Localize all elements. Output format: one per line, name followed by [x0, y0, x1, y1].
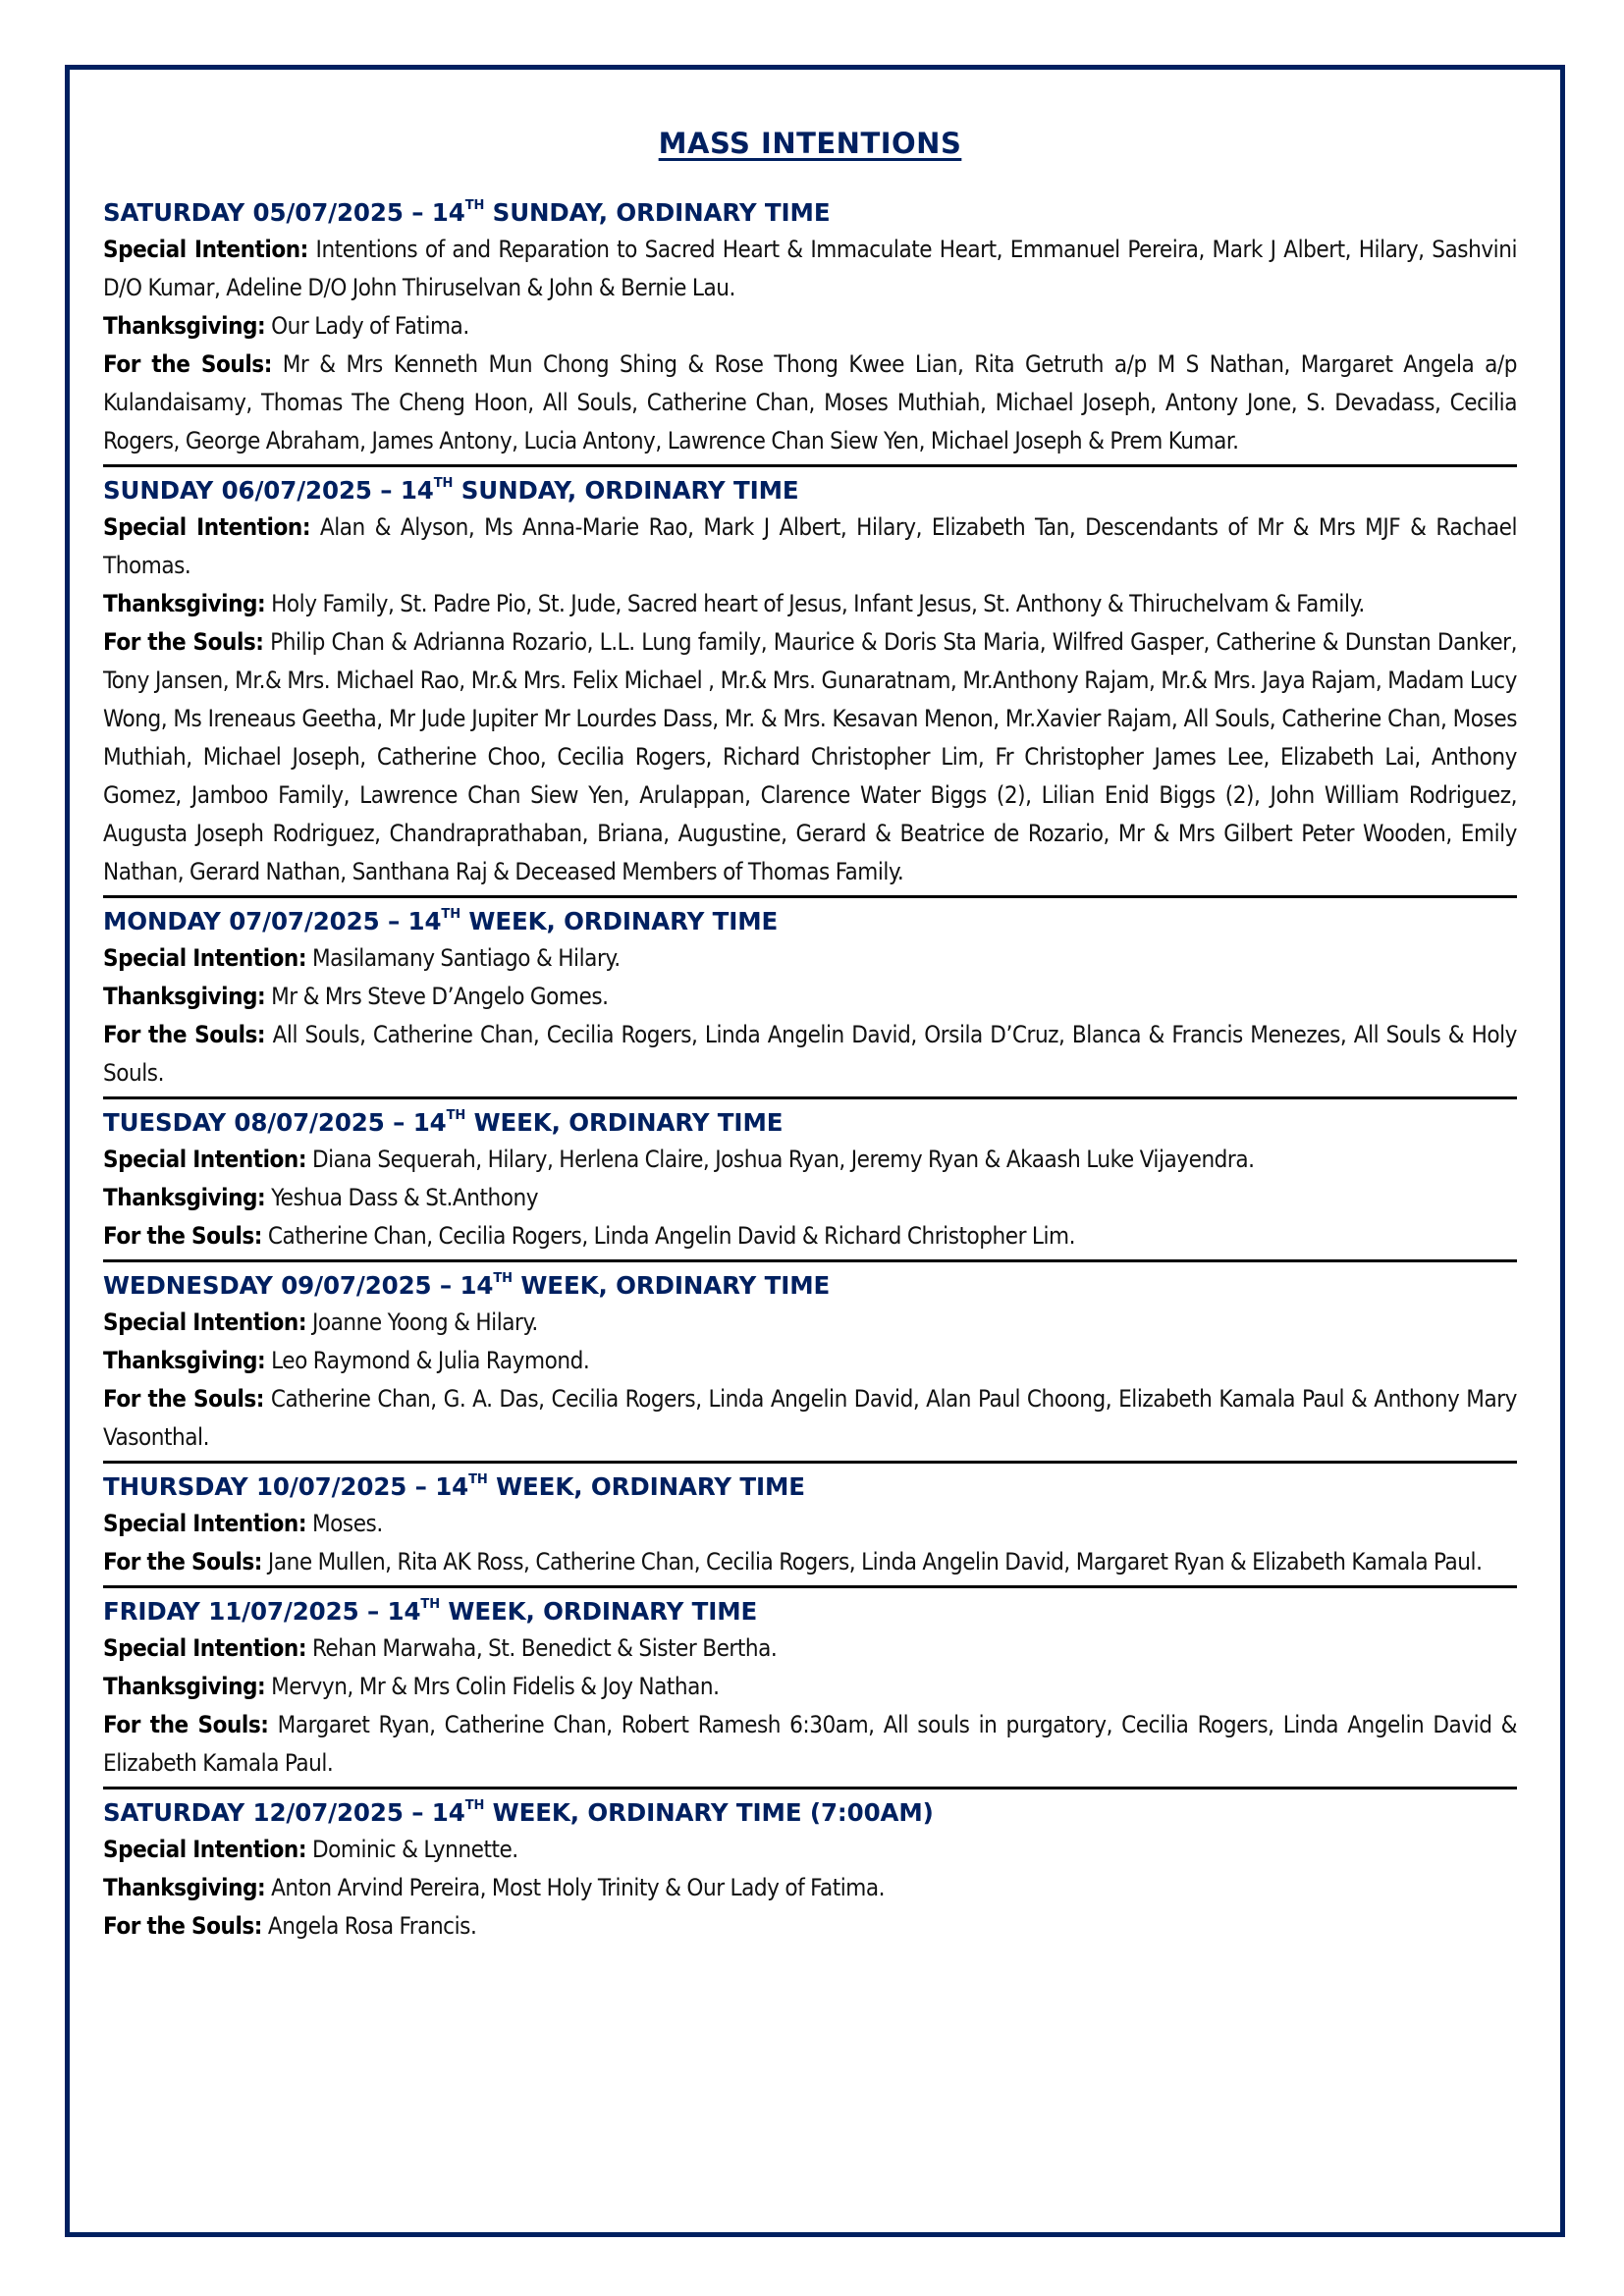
for-the-souls-text: Angela Rosa Francis.	[267, 1912, 477, 1940]
special-intention-label: Special Intention:	[103, 1634, 307, 1662]
for-the-souls-text: Jane Mullen, Rita AK Ross, Catherine Chan, Cecilia Rogers, Linda Angelin David, Margaret Ryan & Elizabeth Kamala Paul.	[267, 1548, 1483, 1575]
for-the-souls-label: For the Souls:	[103, 628, 264, 656]
special-intention-text: Moses.	[311, 1510, 383, 1537]
for-the-souls-label: For the Souls:	[103, 1222, 262, 1250]
for-the-souls-text: Catherine Chan, Cecilia Rogers, Linda Angelin David & Richard Christopher Lim.	[267, 1222, 1076, 1250]
special-intention	[103, 231, 1517, 307]
thanksgiving	[103, 1869, 1517, 1907]
for-the-souls-text: Catherine Chan, G. A. Das, Cecilia Rogers, Linda Angelin David, Alan Paul Choong, Elizabeth Kamala Paul & Anthony Mary Vasonthal.	[103, 1385, 1517, 1451]
heading-date: MONDAY 07/07/2025 – 14	[103, 907, 442, 935]
heading-season: WEEK, ORDINARY TIME	[460, 907, 779, 935]
for-the-souls	[103, 1543, 1517, 1581]
day-section-monday-07	[103, 900, 1517, 1093]
day-heading	[103, 1105, 1517, 1141]
special-intention-text: Joanne Yoong & Hilary.	[311, 1308, 538, 1336]
thanksgiving	[103, 978, 1517, 1016]
special-intention-text: Masilamany Santiago & Hilary.	[311, 944, 621, 972]
for-the-souls-label: For the Souls:	[103, 1385, 264, 1413]
special-intention-label: Special Intention:	[103, 944, 307, 972]
thanksgiving-label: Thanksgiving:	[103, 983, 266, 1010]
thanksgiving-label: Thanksgiving:	[103, 312, 266, 340]
heading-ordinal: TH	[493, 1271, 513, 1286]
heading-season: SUNDAY, ORDINARY TIME	[484, 198, 831, 227]
thanksgiving	[103, 1668, 1517, 1706]
thanksgiving-label: Thanksgiving:	[103, 1874, 266, 1901]
special-intention-text: Alan & Alyson, Ms Anna-Marie Rao, Mark J Albert, Hilary, Elizabeth Tan, Descendants of Mr & Mrs MJF & Rachael Thomas.	[103, 513, 1517, 579]
for-the-souls-text: Mr & Mrs Kenneth Mun Chong Shing & Rose Thong Kwee Lian, Rita Getruth a/p M S Nathan, Margaret Angela a/p Kulandaisamy, Thomas The Cheng Hoon, All Souls, Catherine Chan, Moses Muthiah, Michael Joseph, Antony Jone, S. Devadass, Cecilia Rogers, George Abraham, James Antony, Lucia Antony, Lawrence Chan Siew Yen, Michael Joseph & Prem Kumar.	[103, 350, 1518, 454]
day-section-friday-11	[103, 1590, 1517, 1783]
page-frame	[65, 65, 1565, 2237]
day-heading	[103, 1469, 1517, 1505]
heading-season: WEEK, ORDINARY TIME (7:00AM)	[484, 1798, 934, 1827]
thanksgiving-text: Mervyn, Mr & Mrs Colin Fidelis & Joy Nathan.	[271, 1673, 720, 1700]
special-intention-text: Diana Sequerah, Hilary, Herlena Claire, Joshua Ryan, Jeremy Ryan & Akaash Luke Vijayendra.	[311, 1146, 1255, 1173]
heading-date: FRIDAY 11/07/2025 – 14	[103, 1597, 421, 1626]
heading-date: WEDNESDAY 09/07/2025 – 14	[103, 1271, 494, 1300]
section-divider	[103, 1585, 1517, 1588]
thanksgiving-label: Thanksgiving:	[103, 590, 266, 617]
special-intention-label: Special Intention:	[103, 1836, 307, 1863]
for-the-souls-label: For the Souls:	[103, 350, 272, 378]
section-divider	[103, 1787, 1517, 1789]
for-the-souls-label: For the Souls:	[103, 1548, 262, 1575]
heading-date: SATURDAY 05/07/2025 – 14	[103, 198, 465, 227]
day-heading	[103, 1795, 1517, 1831]
special-intention-label: Special Intention:	[103, 1146, 307, 1173]
day-section-wednesday-09	[103, 1264, 1517, 1457]
section-divider	[103, 1259, 1517, 1262]
section-divider	[103, 1096, 1517, 1099]
special-intention-text: Intentions of and Reparation to Sacred Heart & Immaculate Heart, Emmanuel Pereira, Mark J Albert, Hilary, Sashvini D/O Kumar, Adeline D/O John Thiruselvan & John & Bernie Lau.	[103, 236, 1518, 301]
thanksgiving-text: Our Lady of Fatima.	[271, 312, 469, 340]
special-intention-label: Special Intention:	[103, 1510, 307, 1537]
for-the-souls	[103, 1706, 1517, 1783]
heading-season: WEEK, ORDINARY TIME	[465, 1108, 784, 1137]
for-the-souls	[103, 1217, 1517, 1255]
special-intention-label: Special Intention:	[103, 513, 311, 541]
day-heading	[103, 1268, 1517, 1304]
heading-date: SATURDAY 12/07/2025 – 14	[103, 1798, 465, 1827]
day-section-saturday-12	[103, 1791, 1517, 1946]
heading-ordinal: TH	[420, 1597, 440, 1612]
heading-ordinal: TH	[433, 476, 454, 491]
for-the-souls-text: Philip Chan & Adrianna Rozario, L.L. Lung family, Maurice & Doris Sta Maria, Wilfred Gasper, Catherine & Dunstan Danker, Tony Jansen, Mr.& Mrs. Michael Rao, Mr.& Mrs. Felix Michael , Mr.& Mrs. Gunaratnam, Mr.Anthony Rajam, Mr.& Mrs. Jaya Rajam, Madam Lucy Wong, Ms Ireneaus Geetha, Mr Jude Jupiter Mr Lourdes Dass, Mr. & Mrs. Kesavan Menon, Mr.Xavier Rajam, All Souls, Catherine Chan, Moses Muthiah, Michael Joseph, Catherine Choo, Cecilia Rogers, Richard Christopher Lim, Fr Christopher James Lee, Elizabeth Lai, Anthony Gomez, Jamboo Family, Lawrence Chan Siew Yen, Arulappan, Clarence Water Biggs (2), Lilian Enid Biggs (2), John William Rodriguez, Augusta Joseph Rodriguez, Chandraprathaban, Briana, Augustine, Gerard & Beatrice de Rozario, Mr & Mrs Gilbert Peter Wooden, Emily Nathan, Gerard Nathan, Santhana Raj & Deceased Members of Thomas Family.	[103, 628, 1517, 885]
heading-ordinal: TH	[464, 1798, 485, 1813]
thanksgiving-text: Anton Arvind Pereira, Most Holy Trinity & Our Lady of Fatima.	[271, 1874, 886, 1901]
for-the-souls-label: For the Souls:	[103, 1912, 262, 1940]
special-intention	[103, 1304, 1517, 1342]
thanksgiving-label: Thanksgiving:	[103, 1673, 266, 1700]
special-intention	[103, 1629, 1517, 1668]
heading-date: THURSDAY 10/07/2025 – 14	[103, 1472, 469, 1501]
heading-date: SUNDAY 06/07/2025 – 14	[103, 476, 434, 505]
heading-season: SUNDAY, ORDINARY TIME	[453, 476, 799, 505]
page-title-text: MASS INTENTIONS	[658, 127, 962, 160]
thanksgiving-text: Leo Raymond & Julia Raymond.	[271, 1347, 590, 1374]
heading-season: WEEK, ORDINARY TIME	[512, 1271, 831, 1300]
special-intention-text: Dominic & Lynnette.	[311, 1836, 518, 1863]
thanksgiving	[103, 1179, 1517, 1217]
special-intention	[103, 939, 1517, 978]
day-heading	[103, 904, 1517, 939]
day-heading	[103, 195, 1517, 231]
thanksgiving	[103, 1342, 1517, 1380]
day-section-thursday-10	[103, 1466, 1517, 1581]
thanksgiving-text: Holy Family, St. Padre Pio, St. Jude, Sacred heart of Jesus, Infant Jesus, St. Anthony & Thiruchelvam & Family.	[271, 590, 1365, 617]
day-section-sunday-06	[103, 469, 1517, 891]
for-the-souls	[103, 1016, 1517, 1093]
heading-ordinal: TH	[441, 907, 460, 922]
special-intention	[103, 508, 1517, 585]
thanksgiving-label: Thanksgiving:	[103, 1184, 266, 1211]
thanksgiving	[103, 585, 1517, 623]
special-intention	[103, 1505, 1517, 1543]
heading-season: WEEK, ORDINARY TIME	[487, 1472, 805, 1501]
thanksgiving-text: Mr & Mrs Steve D’Angelo Gomes.	[271, 983, 609, 1010]
thanksgiving-text: Yeshua Dass & St.Anthony	[271, 1184, 539, 1211]
special-intention	[103, 1831, 1517, 1869]
section-divider	[103, 895, 1517, 898]
for-the-souls	[103, 346, 1517, 460]
heading-ordinal: TH	[446, 1108, 466, 1123]
for-the-souls	[103, 623, 1517, 891]
day-section-saturday-05	[103, 191, 1517, 460]
for-the-souls-label: For the Souls:	[103, 1711, 269, 1738]
heading-ordinal: TH	[468, 1472, 488, 1487]
special-intention-text: Rehan Marwaha, St. Benedict & Sister Bertha.	[311, 1634, 778, 1662]
for-the-souls-text: All Souls, Catherine Chan, Cecilia Rogers, Linda Angelin David, Orsila D’Cruz, Blanca & Francis Menezes, All Souls & Holy Souls.	[103, 1021, 1517, 1087]
heading-date: TUESDAY 08/07/2025 – 14	[103, 1108, 447, 1137]
heading-ordinal: TH	[464, 198, 485, 213]
special-intention-label: Special Intention:	[103, 1308, 307, 1336]
day-heading	[103, 473, 1517, 508]
page-content	[103, 70, 1517, 1946]
day-heading	[103, 1594, 1517, 1629]
for-the-souls	[103, 1907, 1517, 1946]
special-intention	[103, 1141, 1517, 1179]
section-divider	[103, 464, 1517, 467]
thanksgiving	[103, 307, 1517, 346]
for-the-souls-text: Margaret Ryan, Catherine Chan, Robert Ramesh 6:30am, All souls in purgatory, Cecilia Rogers, Linda Angelin David & Elizabeth Kamala Paul.	[103, 1711, 1518, 1777]
for-the-souls-label: For the Souls:	[103, 1021, 266, 1048]
day-section-tuesday-08	[103, 1101, 1517, 1255]
special-intention-label: Special Intention:	[103, 236, 308, 263]
section-divider	[103, 1461, 1517, 1464]
heading-season: WEEK, ORDINARY TIME	[439, 1597, 758, 1626]
for-the-souls	[103, 1380, 1517, 1457]
page-title	[103, 127, 1517, 160]
thanksgiving-label: Thanksgiving:	[103, 1347, 266, 1374]
